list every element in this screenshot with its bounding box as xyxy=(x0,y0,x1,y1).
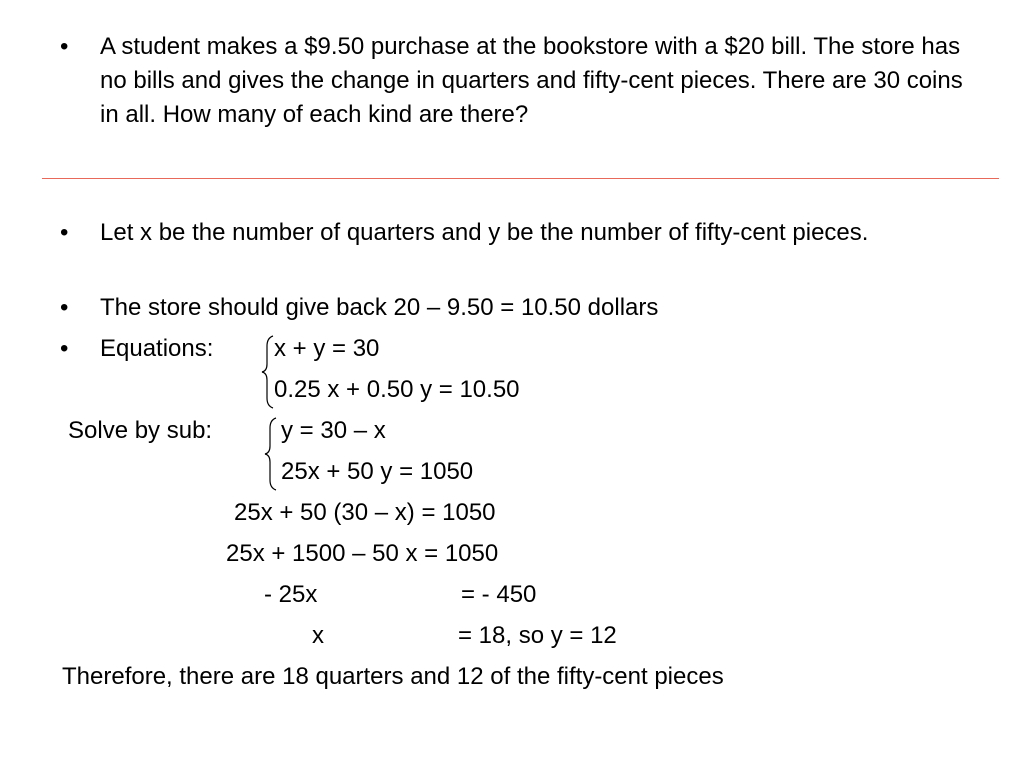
step-3-left: - 25x xyxy=(264,581,318,608)
substitution-2: 25x + 50 y = 1050 xyxy=(281,458,474,485)
let-definition-text: Let x be the number of quarters and y be the number of fifty-cent pieces. xyxy=(100,219,869,246)
step-3-right: = - 450 xyxy=(461,581,537,608)
step-4-right: = 18, so y = 12 xyxy=(458,622,617,649)
step-1: 25x + 50 (30 – x) = 1050 xyxy=(234,499,496,526)
substitution-brace-icon xyxy=(263,416,279,492)
equations-label: Equations: xyxy=(100,335,214,362)
change-text: The store should give back 20 – 9.50 = 10.50 dollars xyxy=(100,294,659,321)
divider-line xyxy=(42,178,999,179)
sub-label: Solve by sub: xyxy=(68,417,213,444)
equation-2: 0.25 x + 0.50 y = 10.50 xyxy=(274,376,520,403)
step-2: 25x + 1500 – 50 x = 1050 xyxy=(226,540,499,567)
let-bullet: • xyxy=(60,219,69,246)
problem-text: A student makes a $9.50 purchase at the bookstore with a $20 bill. The store has no bills and gives the change in quarters and fifty-cent pieces. There are 30 coins in all. How many of each kind are there? xyxy=(100,33,963,128)
step-4-left: x xyxy=(312,622,324,649)
problem-bullet: • xyxy=(60,33,69,60)
equation-1: x + y = 30 xyxy=(274,335,380,362)
substitution-1: y = 30 – x xyxy=(281,417,386,444)
equations-bullet: • xyxy=(60,335,69,362)
conclusion-text: Therefore, there are 18 quarters and 12 of the fifty-cent pieces xyxy=(62,663,724,690)
change-bullet: • xyxy=(60,294,69,321)
